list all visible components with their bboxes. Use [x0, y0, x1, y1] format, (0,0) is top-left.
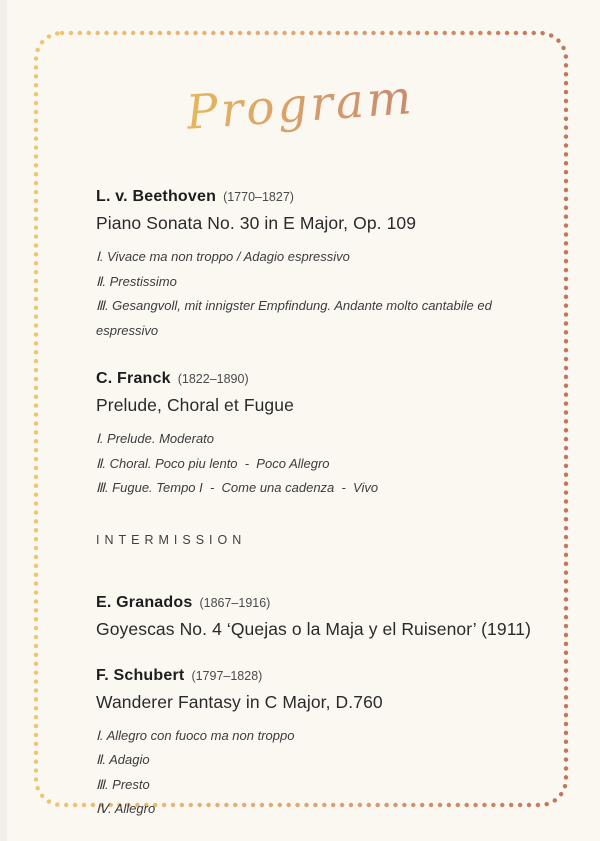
movement-line: Ⅱ. Adagio [96, 752, 150, 767]
movement-line: Ⅰ. Prelude. Moderato [96, 431, 215, 446]
composer-name: C. Franck [96, 370, 171, 387]
piece-title: Goyescas No. 4 ‘Quejas o la Maja y el Ruisenor’ (1911) [96, 618, 531, 639]
piece-title: Prelude, Choral et Fugue [96, 395, 294, 415]
composer-row [96, 370, 552, 388]
program-section-granados [96, 594, 552, 640]
composer-row [96, 188, 552, 206]
program-content [0, 168, 600, 822]
composer-row [96, 594, 552, 612]
movement-list [96, 243, 552, 343]
movement-line: Ⅱ. Prestissimo [96, 273, 177, 289]
movement-line: Ⅰ. Allegro con fuoco ma non troppo [96, 727, 295, 743]
program-section-beethoven [96, 188, 552, 343]
movement-line: Ⅲ. Presto [96, 776, 150, 792]
composer-dates: (1822–1890) [177, 372, 249, 386]
title-area [0, 0, 600, 168]
piece-title: Wanderer Fantasy in C Major, D.760 [96, 691, 383, 712]
composer-row [96, 667, 552, 685]
page-title: Program [184, 70, 416, 141]
piece-title: Piano Sonata No. 30 in E Major, Op. 109 [96, 213, 417, 233]
composer-dates: (1770–1827) [223, 190, 294, 204]
movement-line: Ⅰ. Vivace ma non troppo / Adagio espressivo [96, 249, 350, 264]
movement-line: Ⅲ. Fugue. Tempo I - Come una cadenza - Vivo [96, 480, 379, 495]
movement-line: Ⅱ. Choral. Poco piu lento - Poco Allegro [96, 455, 330, 471]
movement-line: Ⅳ. Allegro [96, 801, 156, 816]
program-section-schubert [96, 667, 552, 822]
intermission-label: INTERMISSION [96, 532, 247, 547]
composer-name: F. Schubert [96, 666, 185, 684]
composer-dates: (1867–1916) [199, 595, 271, 610]
movement-line: Ⅲ. Gesangvoll, mit innigster Empfindung. Andante molto cantabile ed espressivo [96, 298, 496, 338]
program-section-franck [96, 370, 552, 501]
composer-name: L. v. Beethoven [96, 188, 217, 205]
composer-name: E. Granados [96, 593, 193, 611]
movement-list [96, 722, 552, 822]
movement-list [96, 425, 552, 501]
composer-dates: (1797–1828) [191, 668, 263, 683]
